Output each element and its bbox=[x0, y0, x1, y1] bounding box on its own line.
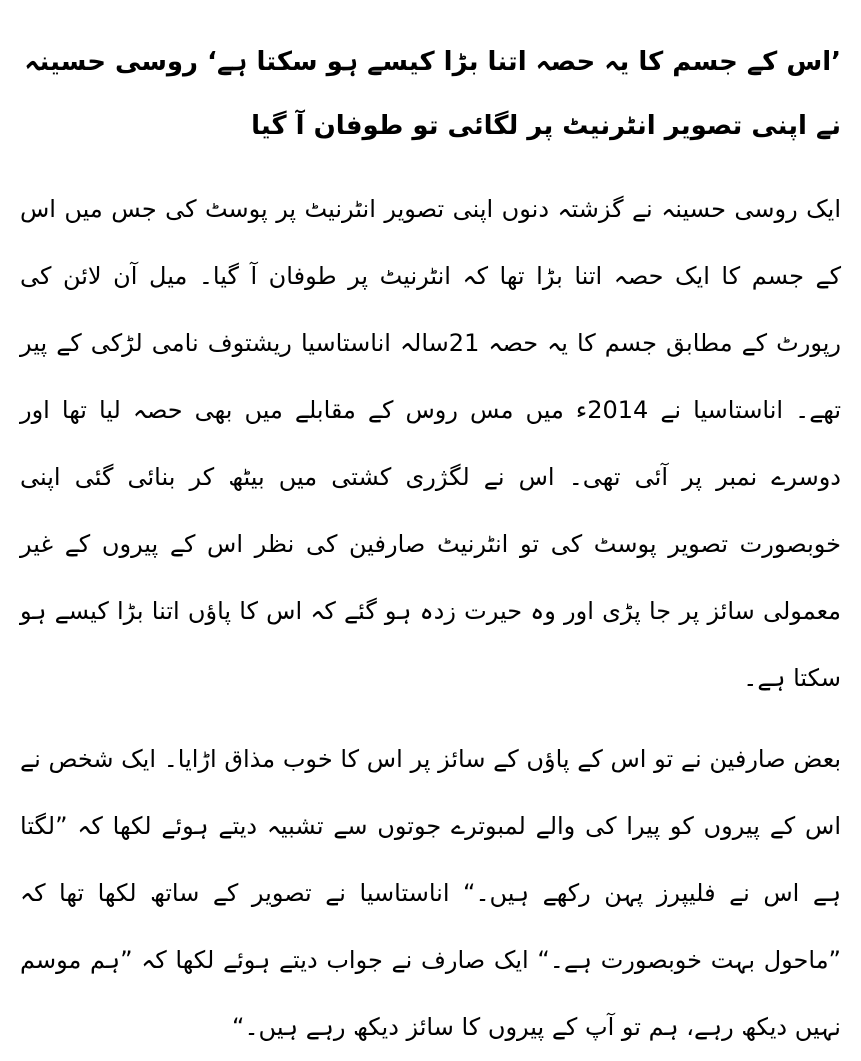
article-headline: ’اس کے جسم کا یہ حصہ اتنا بڑا کیسے ہو سکتا ہے‘ روسی حسینہ نے اپنی تصویر انٹرنیٹ پر لگائی تو طوفان آ گیا bbox=[24, 47, 841, 141]
article-paragraph-1: ایک روسی حسینہ نے گزشتہ دنوں اپنی تصویر انٹرنیٹ پر پوسٹ کی جس میں اس کے جسم کا ایک حصہ اتنا بڑا تھا کہ انٹرنیٹ پر طوفان آ گیا۔ میل آن لائن کی رپورٹ کے مطابق جسم کا یہ حصہ 21سالہ اناستاسیا ریشتوف نامی لڑکی کے پیر تھے۔ اناستاسیا نے 2014ء میں مس روس کے مقابلے میں بھی حصہ لیا تھا اور دوسرے نمبر پر آئی تھی۔ اس نے لگژری کشتی میں بیٹھ کر بنائی گئی اپنی خوبصورت تصویر پوسٹ کی تو انٹرنیٹ صارفین کی نظر اس کے پیروں کے غیر معمولی سائز پر جا پڑی اور وہ حیرت زدہ ہو گئے کہ اس کا پاؤں اتنا بڑا کیسے ہو سکتا ہے۔ bbox=[20, 195, 842, 692]
article-paragraph-2: بعض صارفین نے تو اس کے پاؤں کے سائز پر اس کا خوب مذاق اڑایا۔ ایک شخص نے اس کے پیروں کو پیرا کی والے لمبوترے جوتوں سے تشبیہ دیتے ہوئے لکھا کہ ”لگتا ہے اس نے فلیپرز پہن رکھے ہیں۔“ اناستاسیا نے تصویر کے ساتھ لکھا تھا کہ ”ماحول بہت خوبصورت ہے۔“ ایک صارف نے جواب دیتے ہوئے لکھا کہ ”ہم موسم نہیں دیکھ رہے، ہم تو آپ کے پیروں کا سائز دیکھ رہے ہیں۔“ bbox=[20, 745, 842, 1041]
